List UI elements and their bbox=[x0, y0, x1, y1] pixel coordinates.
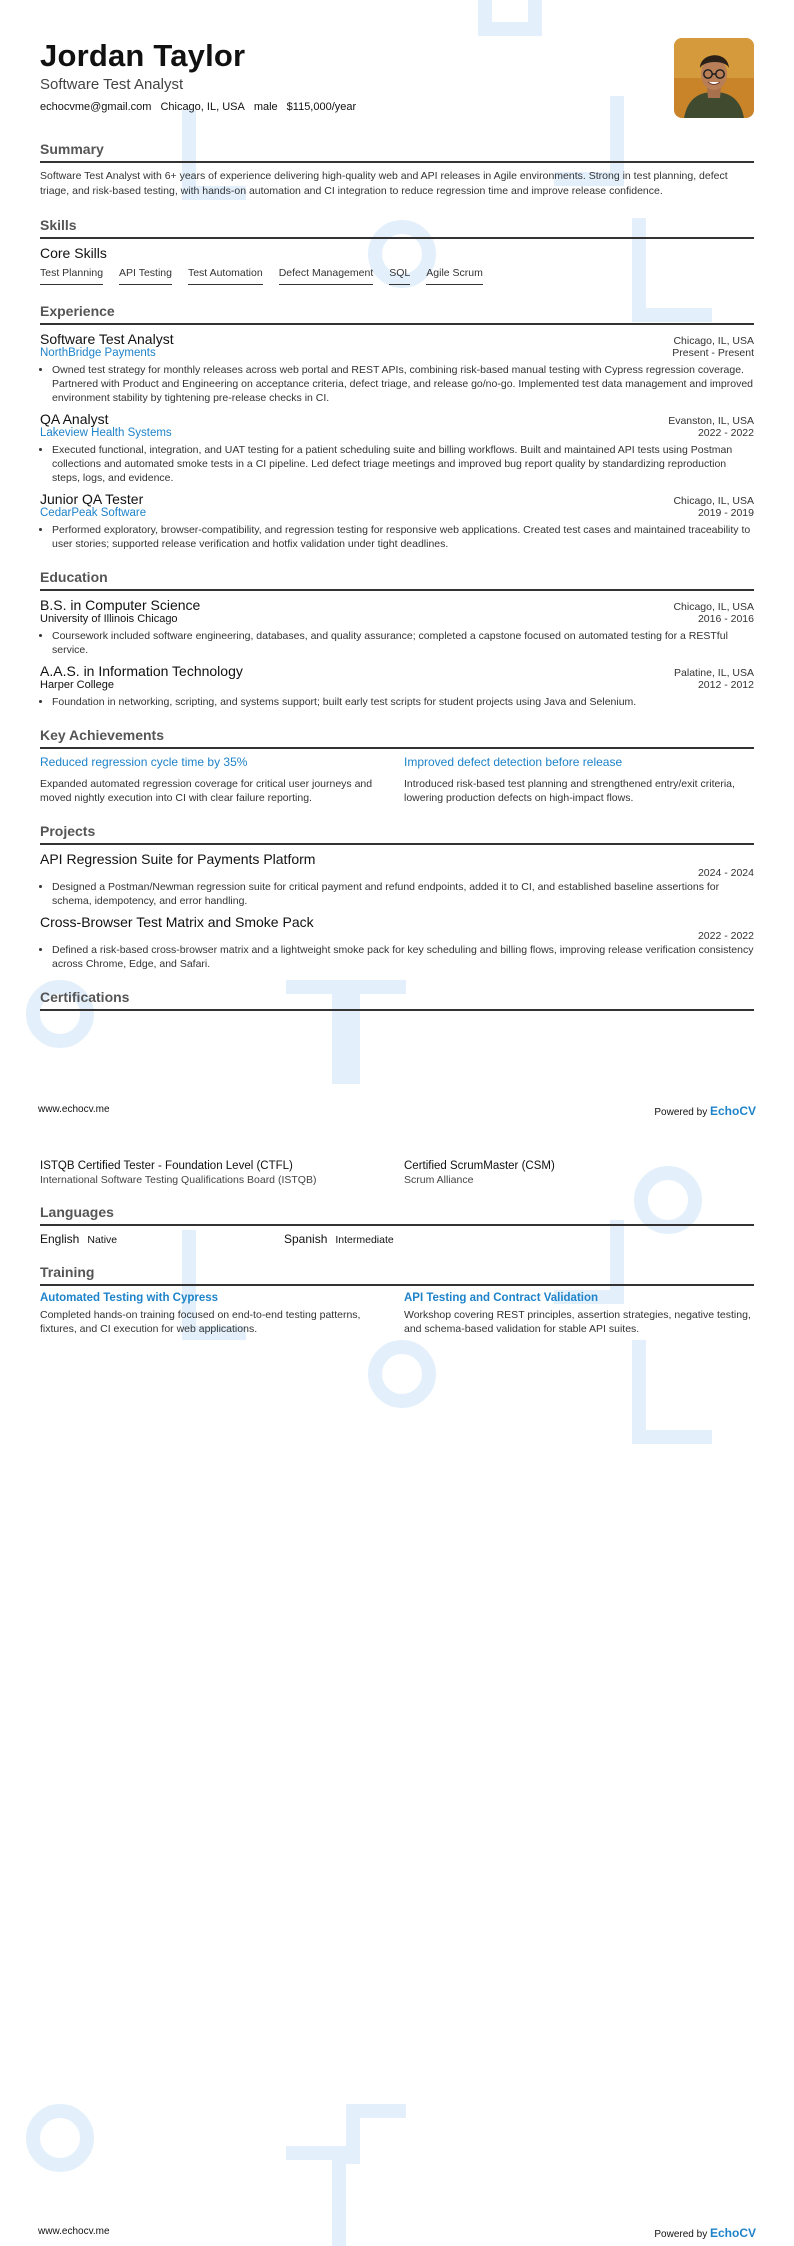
achievement-description: Expanded automated regression coverage for critical user journeys and moved nightly execution into CI with clear failure reporting. bbox=[40, 778, 373, 804]
summary-section bbox=[40, 141, 754, 199]
school-location: Chicago, IL, USA bbox=[673, 601, 754, 613]
section-divider bbox=[40, 747, 754, 749]
projects-section bbox=[40, 823, 754, 971]
candidate-name: Jordan Taylor bbox=[40, 38, 246, 73]
job-dates: 2019 - 2019 bbox=[697, 507, 754, 519]
section-divider bbox=[40, 323, 754, 325]
degree-title: B.S. in Computer Science bbox=[40, 597, 201, 613]
job-dates: Present - Present bbox=[672, 347, 754, 359]
skills-section bbox=[40, 217, 754, 285]
powered-by-label: Powered by bbox=[654, 1107, 708, 1118]
section-divider bbox=[40, 161, 754, 163]
footer-site-link[interactable]: www.echocv.me bbox=[38, 2226, 110, 2237]
page-footer bbox=[38, 2226, 756, 2240]
experience-entry bbox=[40, 331, 754, 405]
section-title: Key Achievements bbox=[40, 727, 164, 743]
school-name: Harper College bbox=[40, 679, 114, 691]
training-description: Workshop covering REST principles, assertion strategies, negative testing, and schema-based validation for stable API suites. bbox=[404, 1309, 751, 1335]
section-divider bbox=[40, 589, 754, 591]
contact-row bbox=[40, 101, 754, 113]
job-title: Software Test Analyst bbox=[40, 331, 174, 347]
job-location: Evanston, IL, USA bbox=[668, 415, 754, 427]
resume-content bbox=[40, 38, 754, 1017]
job-location: Chicago, IL, USA bbox=[673, 495, 754, 507]
experience-section bbox=[40, 303, 754, 551]
project-description: • Defined a risk-based cross-browser matrix and a lightweight smoke pack for key scheduling and billing flows, improving release verification consistency across Chrome, Edge, and Safari. bbox=[52, 943, 754, 971]
skill-tag: Test Planning bbox=[40, 267, 103, 285]
section-divider bbox=[40, 1284, 754, 1286]
education-entry bbox=[40, 597, 754, 657]
training-title: API Testing and Contract Validation bbox=[404, 1292, 599, 1304]
language-item bbox=[284, 1232, 528, 1246]
powered-by bbox=[654, 1104, 756, 1118]
section-title: Languages bbox=[40, 1204, 114, 1220]
powered-by bbox=[654, 2226, 756, 2240]
section-divider bbox=[40, 843, 754, 845]
summary-text: Software Test Analyst with 6+ years of experience delivering high-quality web and API releases in Agile environments. Strong in test planning, defect triage, and risk-based testing, with hands-on automation and CI integration to reduce regression time and improve release confidence. bbox=[40, 170, 728, 197]
certifications-section bbox=[40, 989, 754, 1011]
section-title: Certifications bbox=[40, 989, 130, 1005]
job-description: • Executed functional, integration, and UAT testing for a patient scheduling suite and billing workflows. Built and maintained API tests using Postman collections and automated smoke tests in a CI pipeline. Led defect triage meetings and improved bug report quality by standardizing reproduction steps, logs, and evidence. bbox=[52, 443, 754, 485]
job-dates: 2022 - 2022 bbox=[697, 427, 754, 439]
certification-issuer: International Software Testing Qualifications Board (ISTQB) bbox=[40, 1174, 317, 1186]
training-grid bbox=[40, 1292, 754, 1336]
job-title: QA Analyst bbox=[40, 411, 109, 427]
skill-tag: API Testing bbox=[119, 267, 172, 285]
degree-title: A.A.S. in Information Technology bbox=[40, 663, 243, 679]
achievements-section bbox=[40, 727, 754, 805]
company-name: NorthBridge Payments bbox=[40, 347, 156, 359]
language-level: Intermediate bbox=[335, 1234, 394, 1246]
gender-text: male bbox=[253, 101, 278, 113]
certification-issuer: Scrum Alliance bbox=[404, 1174, 474, 1186]
section-title: Projects bbox=[40, 823, 96, 839]
skill-tag: Agile Scrum bbox=[426, 267, 483, 285]
language-item bbox=[40, 1232, 284, 1246]
certification-name: ISTQB Certified Tester - Foundation Level (CTFL) bbox=[40, 1160, 293, 1172]
project-dates: 2022 - 2022 bbox=[697, 930, 754, 942]
experience-entry bbox=[40, 411, 754, 485]
section-title: Skills bbox=[40, 217, 77, 233]
skill-tag: Defect Management bbox=[279, 267, 374, 285]
project-name: Cross-Browser Test Matrix and Smoke Pack bbox=[40, 914, 314, 930]
language-name: Spanish bbox=[284, 1232, 328, 1246]
echocv-logo[interactable]: EchoCV bbox=[709, 1104, 756, 1118]
section-divider bbox=[40, 1224, 754, 1226]
skill-tag: SQL bbox=[389, 267, 410, 285]
company-name: Lakeview Health Systems bbox=[40, 427, 172, 439]
job-description: • Performed exploratory, browser-compatibility, and regression testing for responsive web applications. Created test cases and maintained traceability to user stories; supported release verification and hotfix validation under tight deadlines. bbox=[52, 523, 754, 551]
certification-name: Certified ScrumMaster (CSM) bbox=[404, 1160, 555, 1172]
page-footer bbox=[38, 1104, 756, 1118]
echocv-logo[interactable]: EchoCV bbox=[709, 2226, 756, 2240]
bracket-shape bbox=[346, 2104, 406, 2164]
job-description: • Owned test strategy for monthly releases across web portal and REST APIs, combining risk-based manual testing with Cypress regression coverage. Partnered with Product and Engineering on acceptance criteria, defect triage, and release go/no-go. Implemented test data management and improved environment stability by tightening pre-release checks in CI. bbox=[52, 363, 754, 405]
section-title: Summary bbox=[40, 141, 104, 157]
training-item bbox=[404, 1292, 754, 1336]
certifications-grid bbox=[40, 1160, 754, 1186]
salary-text: $115,000/year bbox=[286, 101, 357, 113]
certification-item bbox=[404, 1160, 754, 1186]
job-title: Junior QA Tester bbox=[40, 491, 144, 507]
section-divider bbox=[40, 237, 754, 239]
project-dates: 2024 - 2024 bbox=[697, 867, 754, 879]
section-title: Experience bbox=[40, 303, 115, 319]
school-name: University of Illinois Chicago bbox=[40, 613, 178, 625]
footer-site-link[interactable]: www.echocv.me bbox=[38, 1104, 110, 1115]
section-title: Training bbox=[40, 1264, 95, 1280]
project-entry bbox=[40, 851, 754, 908]
ring-shape bbox=[26, 2104, 94, 2172]
training-description: Completed hands-on training focused on end-to-end testing patterns, fixtures, and CI execution for web applications. bbox=[40, 1309, 361, 1335]
achievement-description: Introduced risk-based test planning and strengthened entry/exit criteria, lowering production defects on high-impact flows. bbox=[404, 778, 735, 804]
resume-content-continued bbox=[40, 1160, 754, 1336]
education-dates: 2012 - 2012 bbox=[697, 679, 754, 691]
profile-photo bbox=[674, 38, 754, 118]
training-item bbox=[40, 1292, 390, 1336]
achievement-title: Improved defect detection before release bbox=[404, 755, 623, 769]
email-link[interactable]: echocvme@gmail.com bbox=[40, 101, 152, 113]
language-name: English bbox=[40, 1232, 80, 1246]
education-section bbox=[40, 569, 754, 709]
location-text: Chicago, IL, USA bbox=[160, 101, 245, 113]
school-location: Palatine, IL, USA bbox=[674, 667, 754, 679]
education-description: • Coursework included software engineering, databases, and quality assurance; completed a capstone focused on automated testing for a RESTful service. bbox=[52, 629, 754, 657]
powered-by-label: Powered by bbox=[654, 2229, 708, 2240]
skill-tag: Test Automation bbox=[188, 267, 263, 285]
project-name: API Regression Suite for Payments Platform bbox=[40, 851, 316, 867]
section-divider bbox=[40, 1009, 754, 1011]
bracket-shape bbox=[478, 0, 542, 36]
education-description: • Foundation in networking, scripting, and systems support; built early test scripts for student projects using Java and Selenium. bbox=[52, 695, 754, 709]
skills-group-title: Core Skills bbox=[40, 245, 107, 261]
training-title: Automated Testing with Cypress bbox=[40, 1292, 219, 1304]
skills-list bbox=[40, 267, 754, 285]
ring-shape bbox=[368, 1340, 436, 1408]
languages-section bbox=[40, 1204, 754, 1246]
section-title: Education bbox=[40, 569, 108, 585]
achievement-card bbox=[40, 755, 390, 805]
header bbox=[40, 38, 754, 113]
language-level: Native bbox=[87, 1234, 118, 1246]
company-name: CedarPeak Software bbox=[40, 507, 147, 519]
experience-entry bbox=[40, 491, 754, 551]
certification-item bbox=[40, 1160, 390, 1186]
project-description: • Designed a Postman/Newman regression suite for critical payment and refund endpoints, added it to CI, and established baseline assertions for schema, idempotency, and error handling. bbox=[52, 880, 754, 908]
achievement-card bbox=[404, 755, 754, 805]
training-section bbox=[40, 1264, 754, 1336]
education-dates: 2016 - 2016 bbox=[697, 613, 754, 625]
project-entry bbox=[40, 914, 754, 971]
achievement-title: Reduced regression cycle time by 35% bbox=[40, 755, 248, 769]
education-entry bbox=[40, 663, 754, 709]
bracket-shape bbox=[632, 1340, 712, 1444]
candidate-role: Software Test Analyst bbox=[40, 76, 184, 93]
achievements-grid bbox=[40, 755, 754, 805]
languages-list bbox=[40, 1232, 754, 1246]
job-location: Chicago, IL, USA bbox=[673, 335, 754, 347]
